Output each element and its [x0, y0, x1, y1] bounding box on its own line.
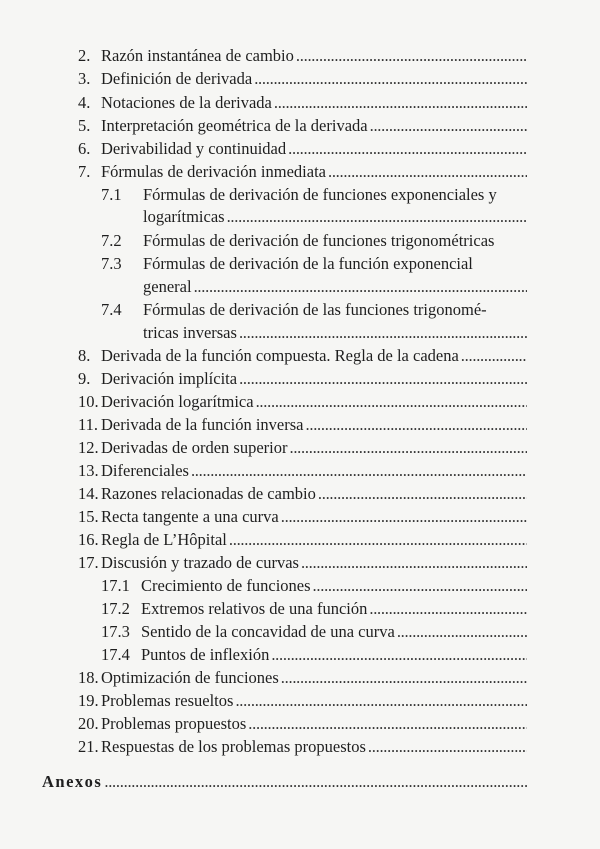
- dot-leader: [274, 92, 527, 114]
- dot-leader: [256, 391, 527, 413]
- toc-entry-title: Respuestas de los problemas propuestos: [101, 737, 366, 756]
- dot-leader: [191, 460, 527, 482]
- toc-entry-title: Diferenciales: [101, 461, 189, 480]
- toc-entry-number: 14.: [78, 484, 99, 503]
- dot-leader: [281, 506, 527, 528]
- toc-entry-title: Fórmulas de derivación de funciones trigonométricas: [143, 231, 495, 250]
- dot-leader: [194, 276, 527, 298]
- dot-leader: [248, 713, 527, 735]
- dot-leader: [288, 138, 527, 160]
- dot-leader: [328, 161, 527, 183]
- toc-entry-title: general: [143, 277, 192, 296]
- dot-leader: [296, 45, 527, 67]
- dot-leader: [229, 529, 527, 551]
- toc-entry-number: 2.: [78, 46, 91, 65]
- dot-leader: [227, 206, 527, 228]
- dot-leader: [239, 322, 527, 344]
- toc-entry-title: Puntos de inflexión: [141, 645, 270, 664]
- toc-entry-title: Crecimiento de funciones: [141, 576, 311, 595]
- toc-entry-number: 17.4: [101, 645, 130, 664]
- toc-entry-title: Derivadas de orden superior: [101, 438, 288, 457]
- dot-leader: [369, 598, 527, 620]
- toc-entry-title: Razón instantánea de cambio: [101, 46, 294, 65]
- toc-entry-number: 15.: [78, 507, 99, 526]
- toc-entry-title: Optimización de funciones: [101, 668, 279, 687]
- toc-entry-title: Fórmulas de derivación de las funciones trigonomé-: [143, 300, 487, 319]
- toc-entry-number: 7.1: [101, 185, 122, 204]
- toc-entry-number: 3.: [78, 69, 91, 88]
- dot-leader: [301, 552, 527, 574]
- toc-entry-title: Fórmulas de derivación inmediata: [101, 162, 326, 181]
- toc-entry-number: 17.3: [101, 622, 130, 641]
- dot-leader: [281, 667, 527, 689]
- toc-entry-number: 20.: [78, 714, 99, 733]
- toc-entry-title: Derivación logarítmica: [101, 392, 254, 411]
- toc-entry-number: 17.2: [101, 599, 130, 618]
- toc-entry-title: tricas inversas: [143, 323, 237, 342]
- toc-entry-number: 21.: [78, 737, 99, 756]
- toc-entry-number: 6.: [78, 139, 91, 158]
- toc-entry-title: Regla de L’Hôpital: [101, 530, 227, 549]
- toc-entry-number: 11.: [78, 415, 99, 434]
- toc-entry-title: Extremos relativos de una función: [141, 599, 368, 618]
- toc-entry-number: 12.: [78, 438, 99, 457]
- toc-entry-title: Derivada de la función compuesta. Regla de la cadena: [101, 346, 459, 365]
- dot-leader: [254, 68, 527, 90]
- toc-entry-title: Sentido de la concavidad de una curva: [141, 622, 395, 641]
- toc-entry-number: 7.: [78, 162, 91, 181]
- toc-entry-title: Problemas resueltos: [101, 691, 234, 710]
- dot-leader: [397, 621, 527, 643]
- dot-leader: [306, 414, 528, 436]
- toc-entry-title: Fórmulas de derivación de la función exponencial: [143, 254, 473, 273]
- toc-annex-title: Anexos: [42, 772, 103, 791]
- dot-leader: [313, 575, 527, 597]
- dot-leader: [239, 368, 527, 390]
- toc-entry-number: 17.1: [101, 576, 130, 595]
- toc-entry-title: Notaciones de la derivada: [101, 93, 272, 112]
- toc-entry-title: Derivación implícita: [101, 369, 238, 388]
- toc-entry-number: 5.: [78, 116, 91, 135]
- toc-entry-number: 13.: [78, 461, 99, 480]
- dot-leader: [235, 690, 527, 712]
- dot-leader: [318, 483, 527, 505]
- toc-entry-number: 8.: [78, 346, 91, 365]
- dot-leader: [370, 115, 527, 137]
- toc-entry-number: 18.: [78, 668, 99, 687]
- dot-leader: [271, 644, 527, 666]
- dot-leader: [368, 736, 527, 758]
- toc-entry-title: Derivada de la función inversa: [101, 415, 304, 434]
- dot-leader: [289, 437, 527, 459]
- toc-entry-title: Fórmulas de derivación de funciones exponenciales y: [143, 185, 497, 204]
- dot-leader: [104, 771, 527, 793]
- toc-entry-title: Razones relacionadas de cambio: [101, 484, 316, 503]
- toc-entry-number: 17.: [78, 553, 99, 572]
- toc-entry-number: 9.: [78, 369, 91, 388]
- toc-entry-title: Interpretación geométrica de la derivada: [101, 116, 368, 135]
- toc-entry-number: 7.3: [101, 254, 122, 273]
- toc-entry-number: 19.: [78, 691, 99, 710]
- dot-leader: [461, 345, 527, 367]
- toc-entry-title: Problemas propuestos: [101, 714, 247, 733]
- toc-entry-title: Recta tangente a una curva: [101, 507, 279, 526]
- toc-entry-number: 10.: [78, 392, 99, 411]
- toc-entry-number: 16.: [78, 530, 99, 549]
- toc-entry-title: Discusión y trazado de curvas: [101, 553, 299, 572]
- toc-entry-number: 7.2: [101, 231, 122, 250]
- toc-entry-title: logarítmicas: [143, 207, 225, 226]
- toc-entry-number: 7.4: [101, 300, 122, 319]
- toc-entry-number: 4.: [78, 93, 91, 112]
- toc-entry-title: Derivabilidad y continuidad: [101, 139, 287, 158]
- toc-entry-title: Definición de derivada: [101, 69, 253, 88]
